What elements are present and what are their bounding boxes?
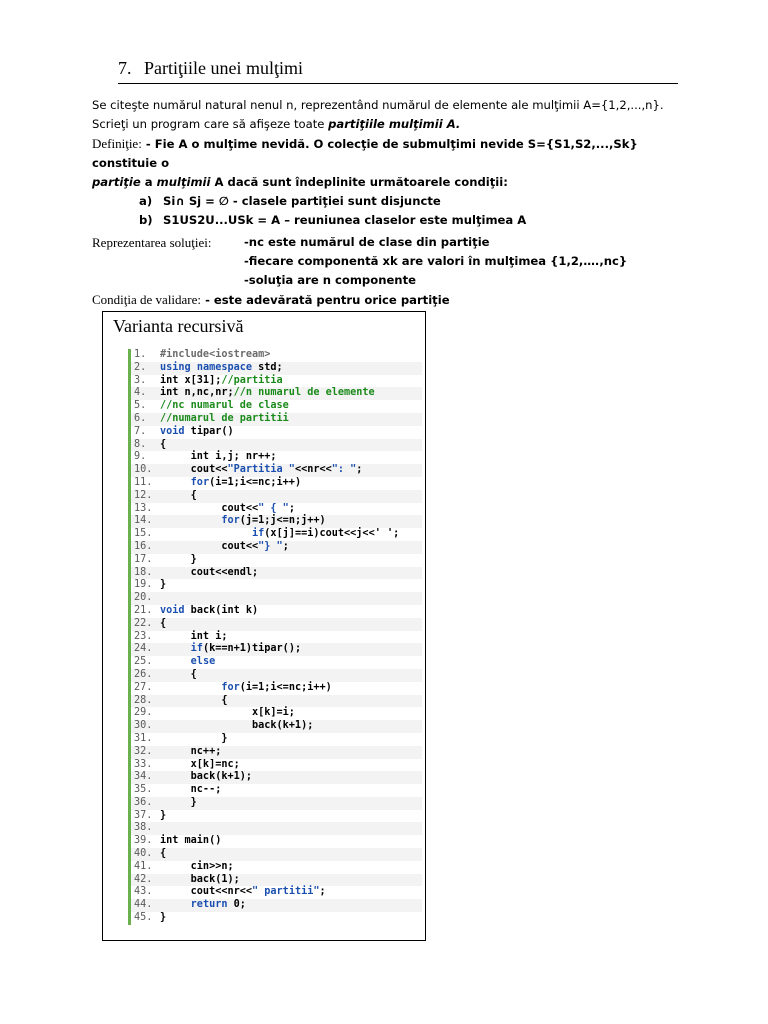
code-line-number: 3. bbox=[134, 374, 147, 386]
code-line-text: } bbox=[160, 732, 228, 744]
code-line-text: for(i=1;i<=nc;i++) bbox=[221, 681, 332, 693]
code-line-text: int x[31];//partitia bbox=[160, 374, 283, 386]
definition-text: - Fie A o mulţime nevidă. O colecţie de submulţimi nevide S={S1,S2,...,Sk} constituie o bbox=[92, 137, 638, 170]
code-line-text: //numarul de partitii bbox=[160, 412, 289, 424]
code-line bbox=[131, 669, 422, 682]
code-line-number: 24. bbox=[134, 643, 153, 655]
code-line-text: x[k]=nc; bbox=[160, 758, 240, 770]
code-line bbox=[131, 746, 422, 759]
code-line-text: back(k+1); bbox=[160, 720, 314, 732]
code-line-number: 13. bbox=[134, 502, 153, 514]
code-line-text: { bbox=[160, 668, 197, 680]
code-line bbox=[131, 592, 422, 605]
code-line-number: 2. bbox=[134, 361, 147, 373]
code-line-number: 21. bbox=[134, 604, 153, 616]
condition-b bbox=[92, 211, 692, 230]
code-line-text: int i,j; nr++; bbox=[160, 451, 277, 463]
code-line bbox=[131, 387, 422, 400]
code-line bbox=[131, 349, 422, 362]
intro-line-2-text: Scrieţi un program care să afişeze toate bbox=[92, 117, 329, 131]
code-line bbox=[131, 899, 422, 912]
code-line-text: if(k==n+1)tipar(); bbox=[190, 643, 302, 655]
code-line-text: if(x[j]==i)cout<<j<<' '; bbox=[252, 528, 400, 540]
code-line-text: } bbox=[160, 553, 197, 565]
representation-item: -soluţia are n componente bbox=[244, 273, 416, 287]
condition-a bbox=[92, 192, 692, 211]
code-line-text: nc++; bbox=[160, 745, 222, 757]
code-line bbox=[131, 528, 422, 541]
condition-b-label: b) bbox=[139, 213, 153, 227]
code-line bbox=[131, 707, 422, 720]
code-line-number: 20. bbox=[134, 592, 153, 604]
code-line-number: 39. bbox=[134, 835, 153, 847]
code-line-number: 45. bbox=[134, 912, 153, 924]
code-line bbox=[131, 618, 422, 631]
code-line bbox=[131, 375, 422, 388]
code-line bbox=[131, 643, 422, 656]
code-line bbox=[131, 554, 422, 567]
code-line-text: using namespace std; bbox=[160, 361, 283, 373]
code-line bbox=[131, 822, 422, 835]
condition-b-text: S1US2U...USk = A – reuniunea claselor este mulţimea A bbox=[163, 213, 527, 227]
code-line-number: 32. bbox=[134, 745, 153, 757]
code-line bbox=[131, 451, 422, 464]
code-line-number: 14. bbox=[134, 515, 153, 527]
code-line bbox=[131, 912, 422, 925]
code-line-text: void back(int k) bbox=[160, 604, 259, 616]
code-line bbox=[131, 464, 422, 477]
code-line-text: for(i=1;i<=nc;i++) bbox=[190, 476, 302, 488]
representation-item: -fiecare componentă xk are valori în mulţimea {1,2,….,nc} bbox=[244, 254, 628, 268]
code-box-title: Varianta recursivă bbox=[113, 316, 244, 336]
code-line bbox=[131, 541, 422, 554]
code-line-number: 10. bbox=[134, 464, 153, 476]
code-line-text: cout<<" { "; bbox=[160, 502, 295, 514]
code-line-number: 19. bbox=[134, 579, 153, 591]
def-italic-1: partiţie bbox=[92, 175, 141, 189]
code-line bbox=[131, 490, 422, 503]
code-line-number: 8. bbox=[134, 438, 147, 450]
code-line-text: { bbox=[160, 694, 228, 706]
code-line-number: 33. bbox=[134, 758, 153, 770]
code-line-text: back(1); bbox=[160, 873, 240, 885]
code-line-number: 22. bbox=[134, 617, 153, 629]
code-line-number: 12. bbox=[134, 489, 153, 501]
definition-label: Definiţie: bbox=[92, 136, 142, 151]
section-number: 7. bbox=[118, 58, 132, 78]
code-line-text: return 0; bbox=[190, 899, 246, 911]
code-line bbox=[131, 477, 422, 490]
code-line-number: 42. bbox=[134, 873, 153, 885]
code-line-number: 11. bbox=[134, 476, 153, 488]
code-line-number: 17. bbox=[134, 553, 153, 565]
code-line-text: nc--; bbox=[160, 784, 222, 796]
code-line-number: 4. bbox=[134, 387, 147, 399]
representation-item: -nc este numărul de clase din partiţie bbox=[244, 235, 490, 249]
code-line-text: for(j=1;j<=n;j++) bbox=[221, 515, 326, 527]
code-line-text: { bbox=[160, 848, 167, 860]
code-line bbox=[131, 759, 422, 772]
code-line-text: { bbox=[160, 489, 197, 501]
code-line-text: void tipar() bbox=[160, 425, 234, 437]
code-line bbox=[131, 656, 422, 669]
code-line-text: } bbox=[160, 579, 167, 591]
code-line-number: 36. bbox=[134, 796, 153, 808]
code-line bbox=[131, 631, 422, 644]
code-line-number: 1. bbox=[134, 349, 147, 360]
code-line-text: int n,nc,nr;//n numarul de elemente bbox=[160, 387, 375, 399]
code-line bbox=[131, 579, 422, 592]
code-line-text: cout<<nr<<" partitii"; bbox=[160, 886, 326, 898]
code-line-number: 23. bbox=[134, 630, 153, 642]
code-line bbox=[131, 733, 422, 746]
solution-representation bbox=[92, 233, 692, 290]
code-line-number: 31. bbox=[134, 732, 153, 744]
code-line-number: 6. bbox=[134, 412, 147, 424]
code-line-number: 30. bbox=[134, 720, 153, 732]
code-box bbox=[102, 311, 426, 941]
code-line-number: 26. bbox=[134, 668, 153, 680]
code-line bbox=[131, 400, 422, 413]
validation-text: - este adevărată pentru orice partiţie bbox=[201, 293, 450, 307]
representation-label: Reprezentarea soluţiei: bbox=[92, 235, 212, 250]
code-line bbox=[131, 797, 422, 810]
code-line-number: 43. bbox=[134, 886, 153, 898]
intro-line-1: Se citeşte numărul natural nenul n, reprezentând numărul de elemente ale mulţimii A={1,2,...,n}. bbox=[92, 98, 664, 112]
def-mid: a bbox=[140, 175, 157, 189]
code-line-number: 27. bbox=[134, 681, 153, 693]
code-line bbox=[131, 835, 422, 848]
code-line-text: } bbox=[160, 796, 197, 808]
code-line bbox=[131, 874, 422, 887]
code-line bbox=[131, 720, 422, 733]
code-line bbox=[131, 886, 422, 899]
code-line-text: } bbox=[160, 809, 167, 821]
code-line bbox=[131, 426, 422, 439]
def-italic-2: mulţimii bbox=[156, 175, 211, 189]
code-line-number: 35. bbox=[134, 784, 153, 796]
intro-line-2-italic: partiţiile mulţimii A. bbox=[328, 117, 461, 131]
code-line-number: 37. bbox=[134, 809, 153, 821]
code-line bbox=[131, 362, 422, 375]
code-line-number: 28. bbox=[134, 694, 153, 706]
code-line-number: 18. bbox=[134, 566, 153, 578]
code-line-text: } bbox=[160, 912, 167, 924]
intro-line-2 bbox=[92, 115, 692, 134]
code-line bbox=[131, 682, 422, 695]
code-line-number: 34. bbox=[134, 771, 153, 783]
code-line bbox=[131, 771, 422, 784]
code-line-number: 15. bbox=[134, 528, 153, 540]
validation-label: Condiţia de validare: bbox=[92, 292, 202, 307]
code-line-number: 5. bbox=[134, 400, 147, 412]
condition-a-text: Si∩ Sj = ∅ - clasele partiţiei sunt disjuncte bbox=[163, 194, 441, 208]
code-line-text: //nc numarul de clase bbox=[160, 400, 289, 412]
code-line-number: 9. bbox=[134, 451, 147, 463]
code-line-text: int main() bbox=[160, 835, 222, 847]
code-line bbox=[131, 515, 422, 528]
code-line bbox=[131, 695, 422, 708]
code-line-text: cout<<endl; bbox=[160, 566, 259, 578]
code-line-text: #include<iostream> bbox=[160, 349, 271, 360]
code-line bbox=[131, 605, 422, 618]
condition-a-label: a) bbox=[139, 194, 153, 208]
section-heading bbox=[118, 58, 678, 84]
code-line-number: 38. bbox=[134, 822, 153, 834]
code-line-text: int i; bbox=[160, 630, 228, 642]
code-line bbox=[131, 848, 422, 861]
code-line bbox=[131, 784, 422, 797]
code-line-number: 40. bbox=[134, 848, 153, 860]
code-line bbox=[131, 413, 422, 426]
code-line bbox=[131, 439, 422, 452]
code-listing bbox=[128, 349, 422, 925]
code-line bbox=[131, 861, 422, 874]
code-line bbox=[131, 567, 422, 580]
representation-items bbox=[244, 233, 627, 290]
code-line bbox=[131, 503, 422, 516]
code-line-number: 41. bbox=[134, 860, 153, 872]
code-line-number: 44. bbox=[134, 899, 153, 911]
definition-line-2 bbox=[92, 173, 692, 192]
code-line bbox=[131, 810, 422, 823]
code-line-text: { bbox=[160, 438, 167, 450]
code-line-text: cout<<"Partitia "<<nr<<": "; bbox=[160, 464, 363, 476]
definition-line bbox=[92, 134, 692, 173]
code-line-text: cin>>n; bbox=[160, 860, 234, 872]
section-title: Partiţiile unei mulţimi bbox=[144, 58, 303, 78]
def-rest: A dacă sunt îndeplinite următoarele condiţii: bbox=[210, 175, 508, 189]
code-line-text: back(k+1); bbox=[160, 771, 253, 783]
code-line-number: 29. bbox=[134, 707, 153, 719]
validation-line bbox=[92, 290, 692, 310]
code-line-number: 25. bbox=[134, 656, 153, 668]
code-line-number: 16. bbox=[134, 540, 153, 552]
code-line-text: cout<<"} "; bbox=[160, 540, 289, 552]
code-line-text: x[k]=i; bbox=[160, 707, 295, 719]
problem-statement bbox=[92, 96, 692, 310]
code-line-number: 7. bbox=[134, 425, 147, 437]
code-line-text: { bbox=[160, 617, 167, 629]
code-line-text: else bbox=[190, 656, 216, 668]
